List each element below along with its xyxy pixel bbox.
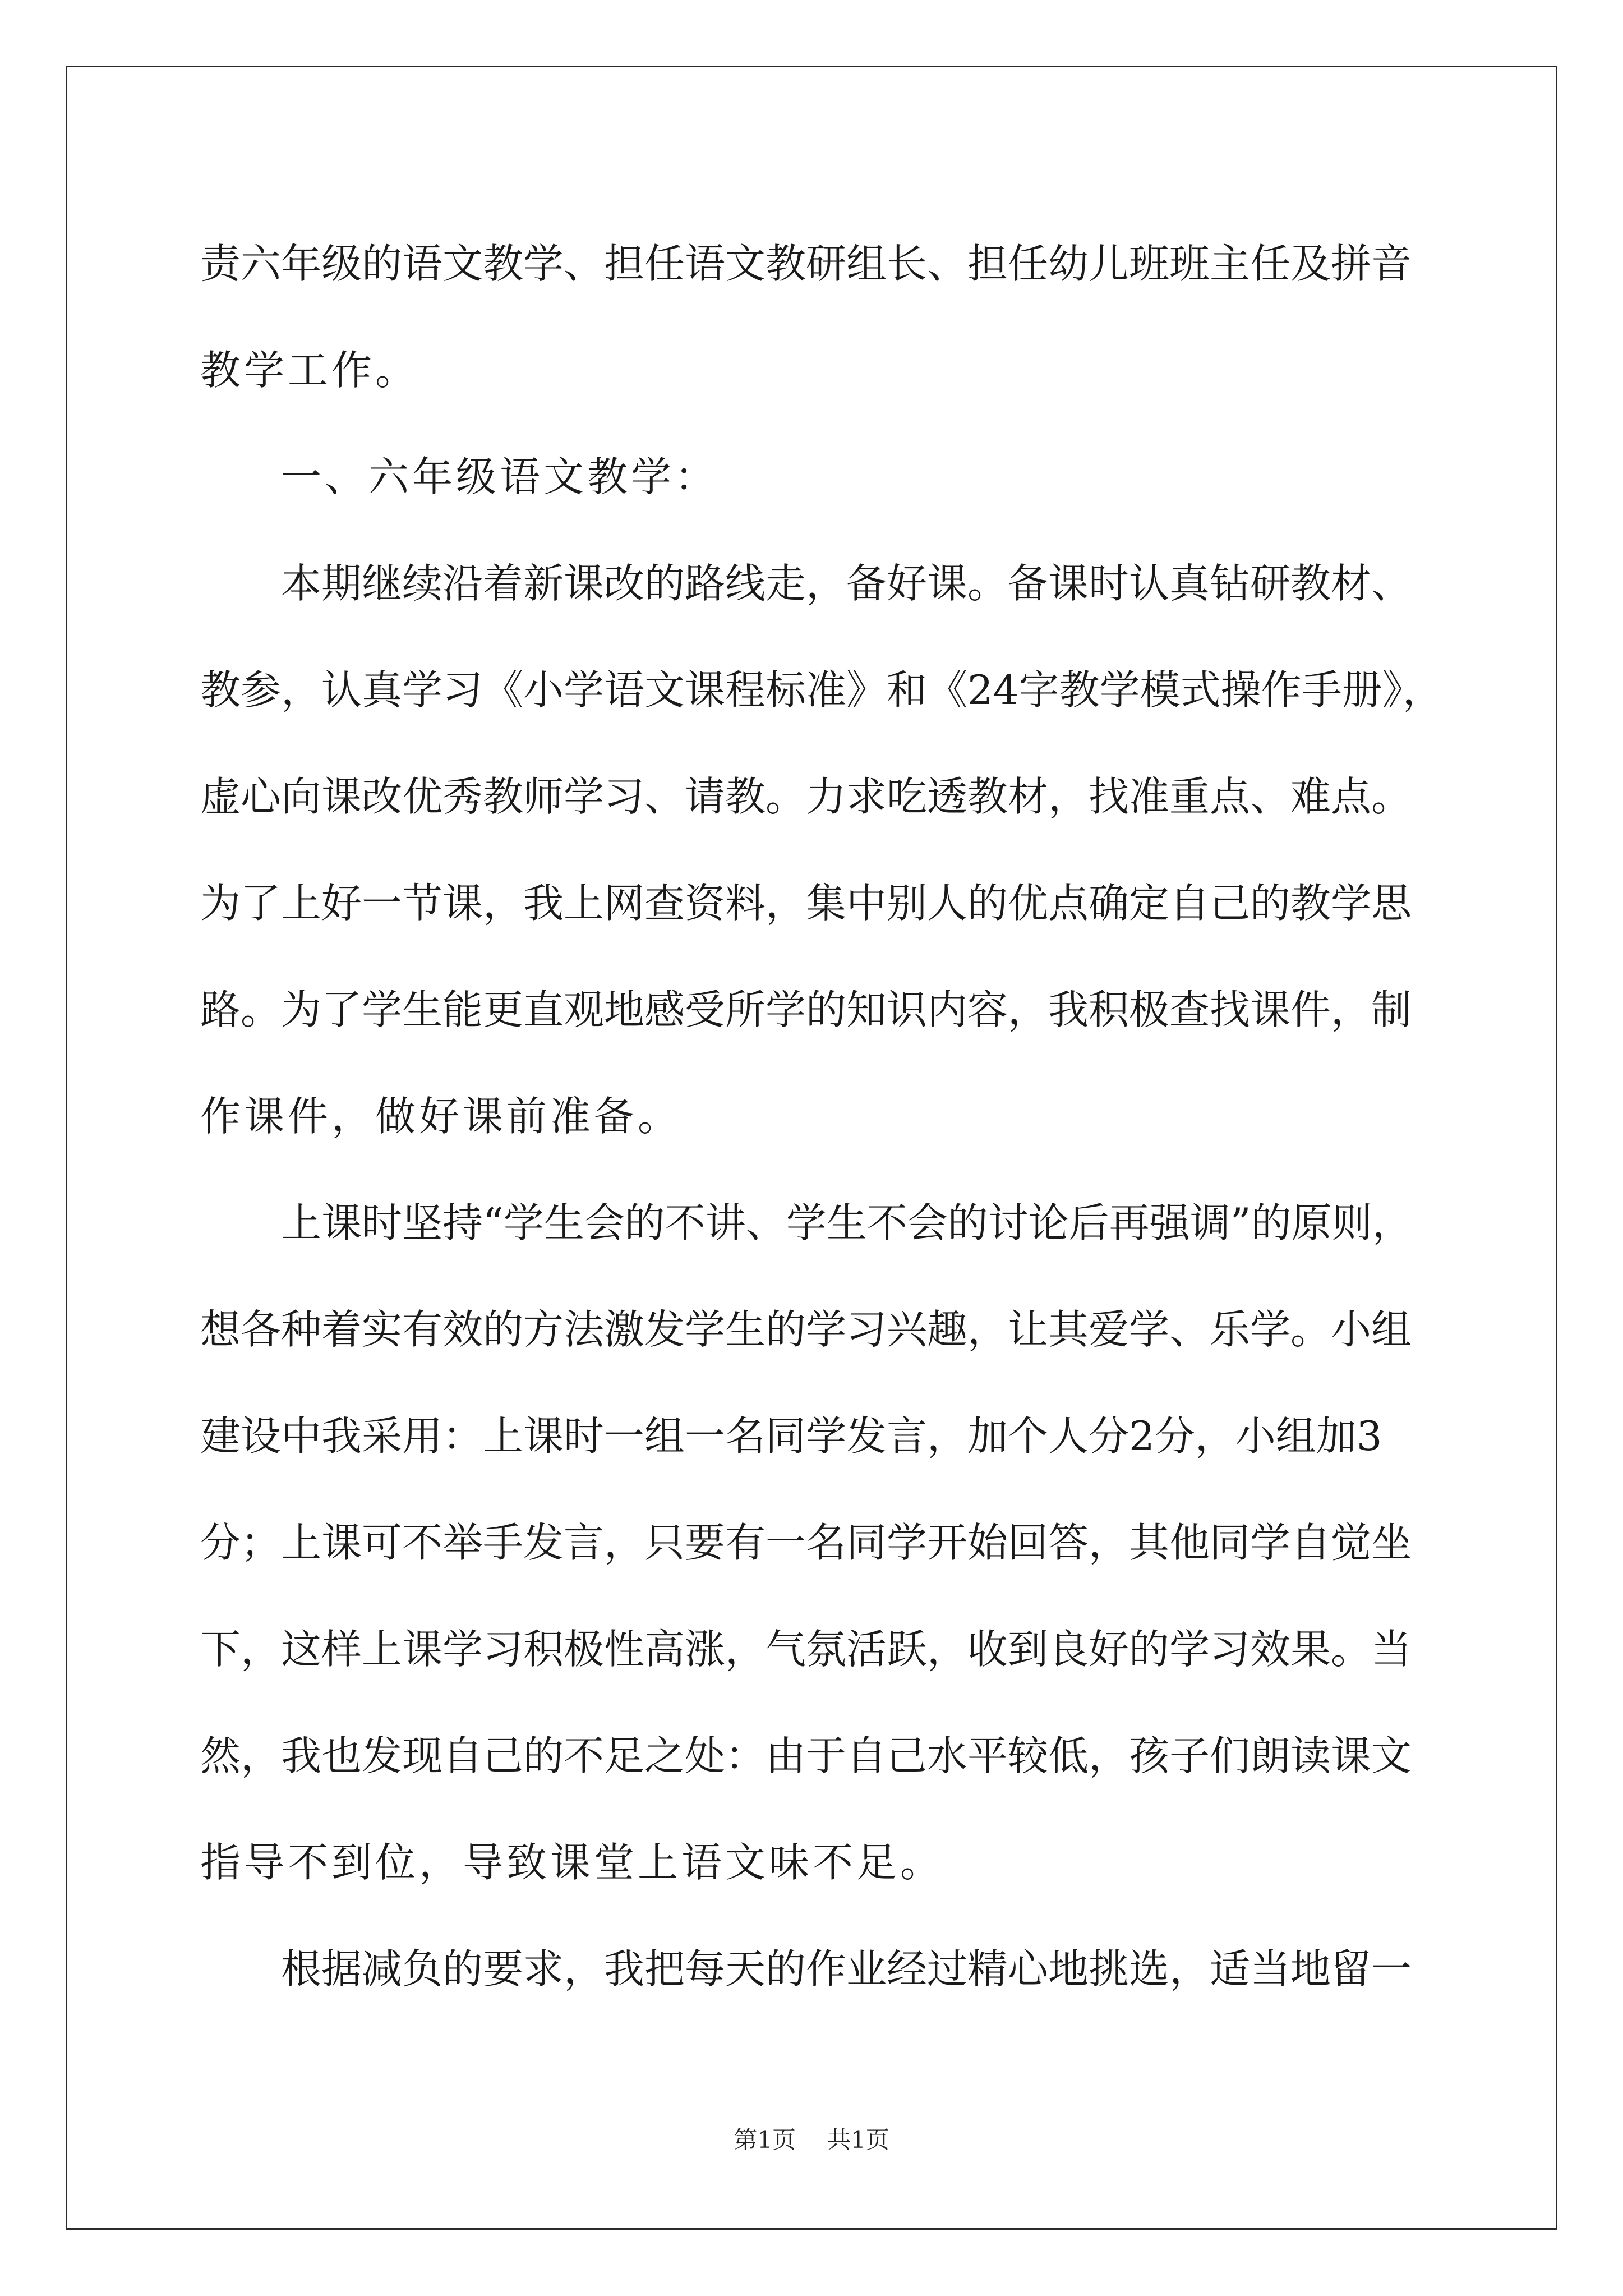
text-line: 分；上课可不举手发言，只要有一名同学开始回答，其他同学自觉坐 bbox=[200, 1519, 1412, 1566]
text-line: 上课时坚持“学生会的不讲、学生不会的讨论后再强调”的原则， bbox=[281, 1199, 1413, 1246]
text-line: 指导不到位，导致课堂上语文味不足。 bbox=[200, 1839, 944, 1886]
text-line: 责六年级的语文教学、担任语文教研组长、担任幼儿班班主任及拼音 bbox=[200, 240, 1412, 287]
text-line: 然，我也发现自己的不足之处：由于自己水平较低，孩子们朗读课文 bbox=[200, 1732, 1412, 1779]
text-line: 根据减负的要求，我把每天的作业经过精心地挑选，适当地留一 bbox=[281, 1945, 1412, 1993]
text-line: 教学工作。 bbox=[200, 347, 419, 394]
text-line: 路。为了学生能更直观地感受所学的知识内容，我积极查找课件，制 bbox=[200, 986, 1412, 1033]
text-line: 想各种着实有效的方法激发学生的学习兴趣，让其爱学、乐学。小组 bbox=[200, 1306, 1412, 1353]
page-footer bbox=[0, 2123, 1623, 2157]
text-line: 虚心向课改优秀教师学习、请教。力求吃透教材，找准重点、难点。 bbox=[200, 773, 1412, 820]
page-total: 共1页 bbox=[827, 2126, 889, 2154]
text-line: 一、六年级语文教学： bbox=[281, 453, 719, 500]
text-line: 下，这样上课学习积极性高涨，气氛活跃，收到良好的学习效果。当 bbox=[200, 1626, 1412, 1673]
page-number: 第1页 bbox=[734, 2126, 796, 2154]
text-line: 建设中我采用：上课时一组一名同学发言，加个人分2分，小组加3 bbox=[200, 1412, 1382, 1460]
text-line: 作课件，做好课前准备。 bbox=[200, 1093, 682, 1140]
text-line: 为了上好一节课，我上网查资料，集中别人的优点确定自己的教学思 bbox=[200, 880, 1412, 927]
document-body bbox=[200, 210, 1480, 2022]
text-line: 教参，认真学习《小学语文课程标准》和《24字教学模式操作手册》， bbox=[200, 666, 1443, 714]
text-line: 本期继续沿着新课改的路线走，备好课。备课时认真钻研教材、 bbox=[281, 560, 1412, 607]
